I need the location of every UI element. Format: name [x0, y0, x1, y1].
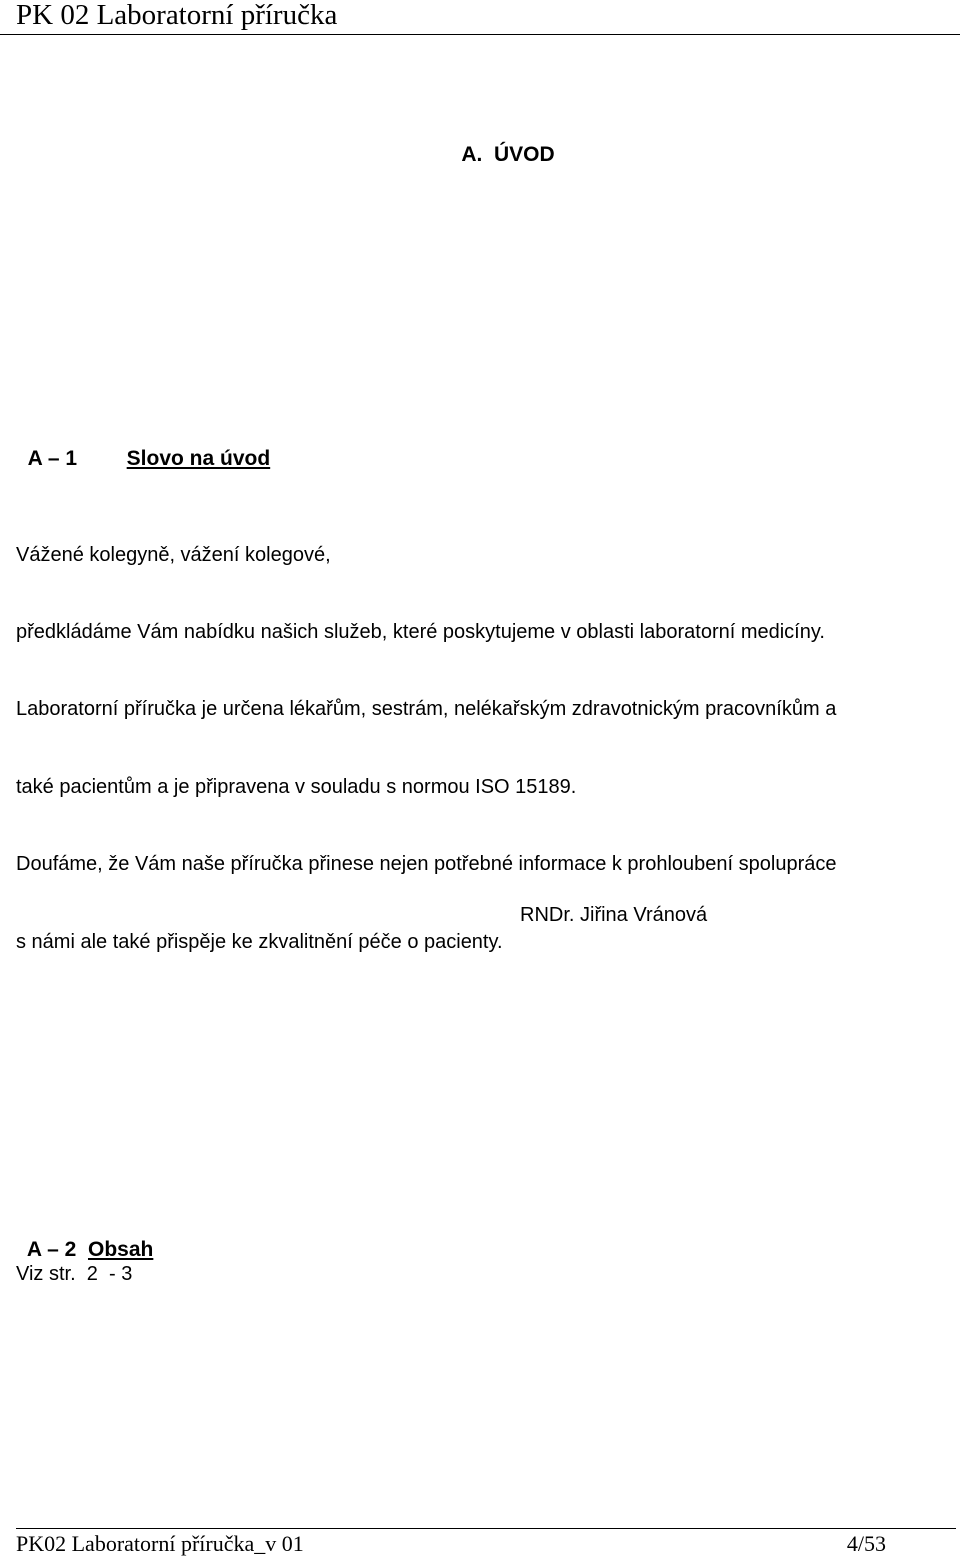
section-number: A – 1 — [27, 447, 78, 470]
text-line: Vážené kolegyně, vážení kolegové, — [16, 543, 331, 566]
header-divider — [0, 34, 960, 35]
section-title: A. ÚVOD — [461, 143, 555, 166]
section-heading-title: Slovo na úvod — [126, 447, 271, 470]
footer-document-name: PK02 Laboratorní příručka_v 01 — [16, 1531, 304, 1556]
text-line: také pacientům a je připravena v souladu s normou ISO 15189. — [16, 775, 577, 798]
intro-paragraph — [16, 491, 836, 981]
section-heading-a2 — [16, 1208, 153, 1264]
text-line: s námi ale také přispěje ke zkvalitnění péče o pacienty. — [16, 930, 503, 953]
section-heading-a1 — [16, 417, 270, 473]
footer-divider — [16, 1528, 956, 1529]
text-line: Laboratorní příručka je určena lékařům, sestrám, nelékařským zdravotnickým pracovníkům a — [16, 698, 837, 721]
signature: RNDr. Jiřina Vránová — [520, 904, 708, 926]
section-number: A – 2 — [26, 1238, 77, 1261]
text-line: Doufáme, že Vám naše příručka přinese nejen potřebné informace k prohloubení spolupráce — [16, 853, 837, 876]
text-line: předkládáme Vám nabídku našich služeb, které poskytujeme v oblasti laboratorní medicíny. — [16, 620, 825, 643]
page-header-title: PK 02 Laboratorní příručka — [16, 0, 338, 31]
section-heading-title: Obsah — [87, 1238, 154, 1261]
footer-page-number: 4/53 — [846, 1531, 886, 1556]
contents-reference: Viz str. 2 - 3 — [16, 1263, 133, 1285]
